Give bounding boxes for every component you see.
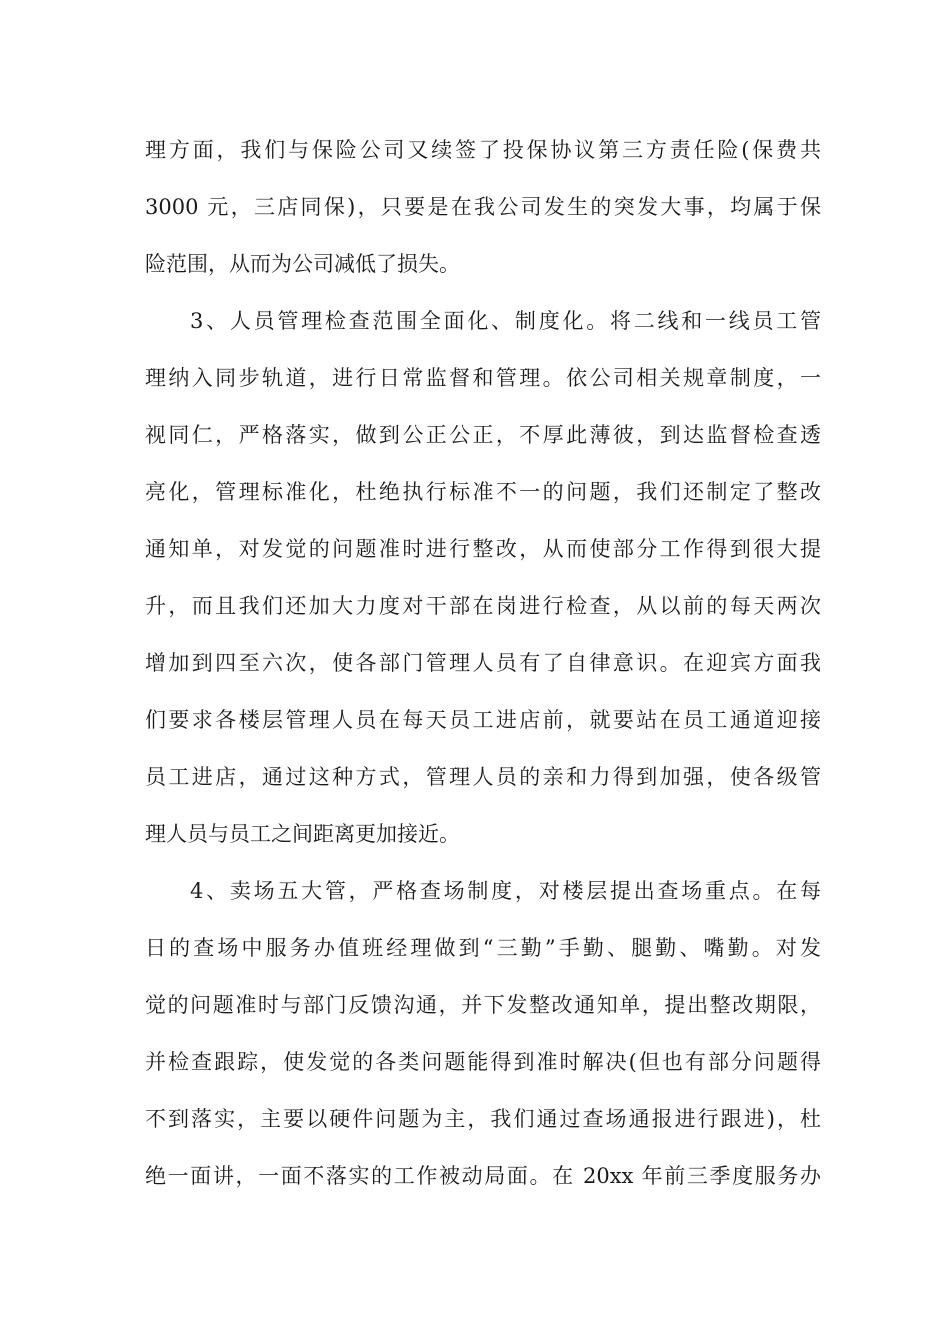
text-line-3: 险范围，从而为公司减低了损失。 — [145, 252, 460, 276]
text-line-8: 通知单，对发觉的问题准时进行整改，从而使部分工作得到很大提 — [145, 537, 821, 561]
text-line-19: 绝一面讲，一面不落实的工作被动局面。在 20xx 年前三季度服务办 — [145, 1164, 821, 1188]
text-line-6: 视同仁，严格落实，做到公正公正，不厚此薄彼，到达监督检查透 — [145, 423, 821, 447]
text-line-7: 亮化，管理标准化，杜绝执行标准不一的问题，我们还制定了整改 — [145, 480, 821, 504]
text-line-14: 4、卖场五大管，严格查场制度，对楼层提出查场重点。在每 — [190, 879, 821, 903]
text-line-11: 们要求各楼层管理人员在每天员工进店前，就要站在员工通道迎接 — [145, 708, 821, 732]
text-line-4: 3、人员管理检查范围全面化、制度化。将二线和一线员工管 — [190, 309, 821, 333]
text-line-10: 增加到四至六次，使各部门管理人员有了自律意识。在迎宾方面我 — [145, 651, 821, 675]
text-line-1: 理方面，我们与保险公司又续签了投保协议第三方责任险(保费共 — [145, 138, 821, 162]
text-line-13: 理人员与员工之间距离更加接近。 — [145, 822, 460, 846]
text-line-16: 觉的问题准时与部门反馈沟通，并下发整改通知单，提出整改期限， — [145, 993, 821, 1017]
text-line-15: 日的查场中服务办值班经理做到“三勤”手勤、腿勤、嘴勤。对发 — [145, 936, 821, 960]
text-line-2: 3000 元，三店同保)，只要是在我公司发生的突发大事，均属于保 — [145, 195, 821, 219]
text-line-17: 并检查跟踪，使发觉的各类问题能得到准时解决(但也有部分问题得 — [145, 1050, 821, 1074]
text-line-12: 员工进店，通过这种方式，管理人员的亲和力得到加强，使各级管 — [145, 765, 821, 789]
text-line-5: 理纳入同步轨道，进行日常监督和管理。依公司相关规章制度，一 — [145, 366, 821, 390]
text-line-18: 不到落实，主要以硬件问题为主，我们通过查场通报进行跟进)，杜 — [145, 1107, 821, 1131]
text-line-9: 升，而且我们还加大力度对干部在岗进行检查，从以前的每天两次 — [145, 594, 821, 618]
